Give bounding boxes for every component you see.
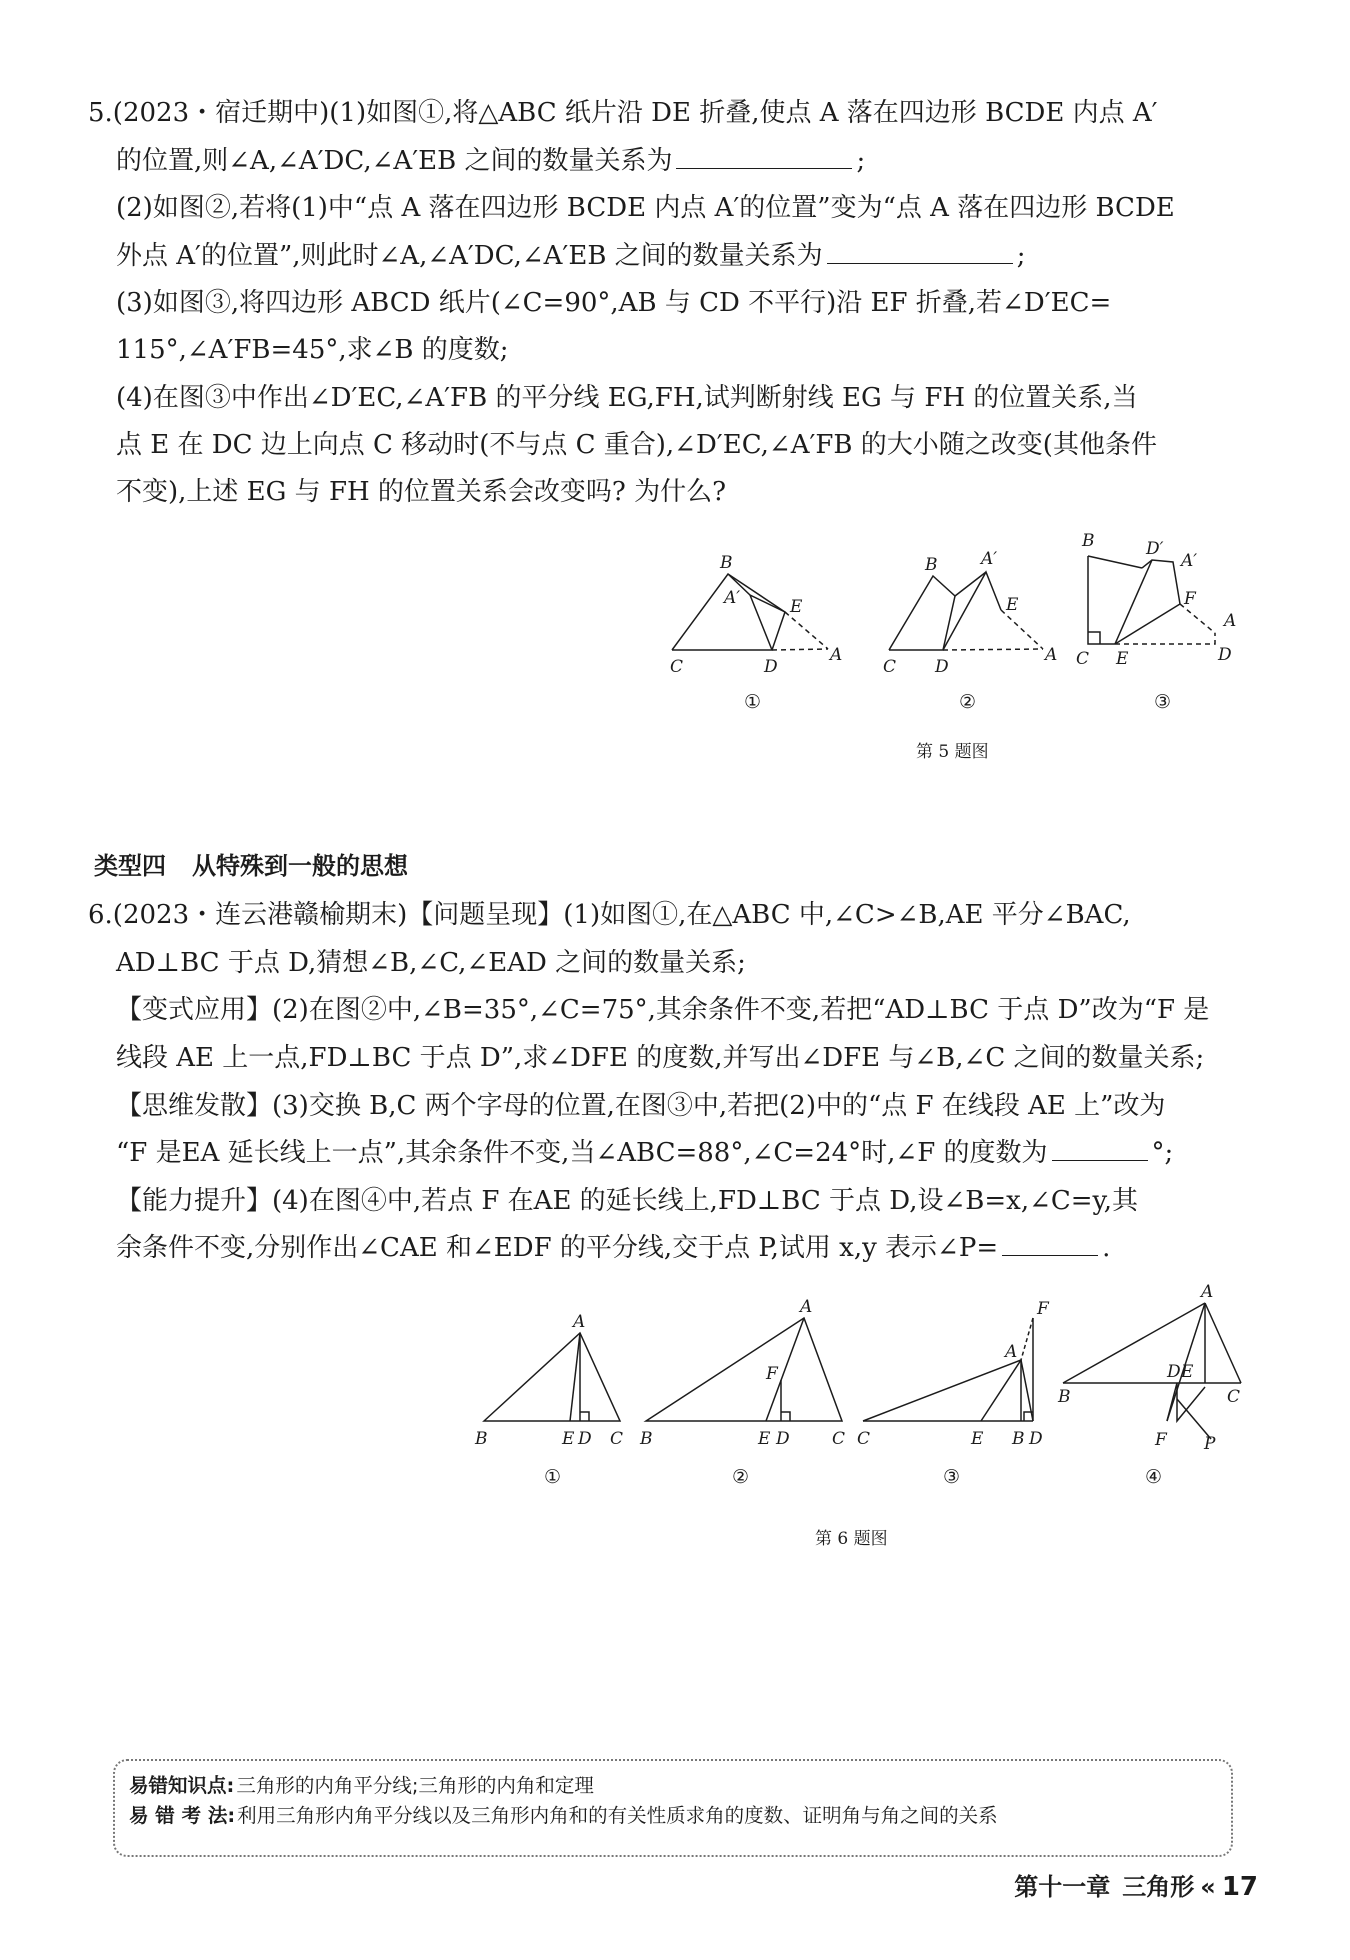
p6-f4-label-c: C [1227,1387,1241,1407]
answer-blank-2[interactable] [827,237,1013,264]
p6-line-4: 线段 AE 上一点,FD⊥BC 于点 D”,求∠DFE 的度数,并写出∠DFE 与∠B,∠C 之间的数量关系; [116,1043,1205,1073]
tip-method [129,1801,1215,1831]
p6-f2-label-e: E [758,1429,771,1449]
tip-knowledge [129,1771,1215,1801]
p6-f1-number: ① [544,1466,562,1488]
section-text: 从特殊到一般的思想 [192,852,408,880]
p5-figure-1 [660,550,860,720]
p5-figure-caption: 第 5 题图 [916,742,989,762]
p6-line-8-text: 余条件不变,分别作出∠CAE 和∠EDF 的平分线,交于点 P,试用 x,y 表示∠P= [116,1233,999,1263]
p6-f1-label-c: C [610,1429,624,1449]
p5-f2-number: ② [959,691,977,713]
p5-f1-label-d: D [764,657,778,677]
p5-line-2 [116,141,865,181]
p5-f2-label-e: E [1006,595,1019,615]
footer-arrow-icon: « [1200,1873,1216,1901]
p6-f2-label-f: F [766,1364,778,1384]
p5-line-5: (3)如图③,将四边形 ABCD 纸片(∠C=90°,AB 与 CD 不平行)沿 EF 折叠,若∠D′EC= [116,288,1112,318]
p5-f1-label-a-prime: A′ [724,588,741,608]
p6-f1-label-b: B [475,1429,488,1449]
p5-f3-label-b: B [1082,531,1095,551]
p6-f3-label-c: C [857,1429,871,1449]
p5-figure-3 [1070,528,1260,718]
p5-f3-label-d: D [1218,645,1232,665]
p5-line-4-end: ; [1016,241,1026,271]
p6-f2-label-d: D [776,1429,790,1449]
p6-figure-1 [470,1305,640,1490]
p6-line-7: 【能力提升】(4)在图④中,若点 F 在AE 的延长线上,FD⊥BC 于点 D,设∠B=x,∠C=y,其 [116,1186,1139,1216]
tip-method-text: 利用三角形内角平分线以及三角形内角和的有关性质求角的度数、证明角与角之间的关系 [237,1804,998,1827]
p5-f2-label-a-prime: A′ [981,549,998,569]
error-tips-box [113,1759,1233,1857]
p6-f3-number: ③ [943,1466,961,1488]
p6-f3-label-d: D [1029,1429,1043,1449]
p5-f1-label-e: E [790,597,803,617]
p5-line-2-end: ; [856,146,866,176]
tip-knowledge-text: 三角形的内角平分线;三角形的内角和定理 [236,1774,594,1797]
p5-f3-label-c: C [1076,649,1090,669]
p5-f1-label-c: C [670,657,684,677]
p6-f4-number: ④ [1145,1466,1163,1488]
p6-f3-label-e: E [971,1429,984,1449]
p5-line-2-text: 的位置,则∠A,∠A′DC,∠A′EB 之间的数量关系为 [116,146,673,176]
p6-f2-label-a: A [800,1297,813,1317]
p6-f4-label-f: F [1155,1430,1167,1450]
answer-blank-1[interactable] [676,142,852,169]
p6-f4-label-p: P [1204,1434,1216,1454]
p6-line-3: 【变式应用】(2)在图②中,∠B=35°,∠C=75°,其余条件不变,若把“AD⊥BC 于点 D”改为“F 是 [116,995,1210,1025]
page-footer [1014,1867,1258,1902]
p6-f3-label-f: F [1037,1299,1049,1319]
section-label: 类型四 [94,852,166,880]
footer-chapter: 第十一章 [1014,1873,1111,1901]
p5-line-8: 点 E 在 DC 边上向点 C 移动时(不与点 C 重合),∠D′EC,∠A′FB 的大小随之改变(其他条件 [116,430,1157,460]
p6-line-6 [116,1133,1173,1173]
p5-f3-label-f: F [1184,589,1196,609]
p6-f1-label-a: A [573,1312,586,1332]
page-number: 17 [1221,1872,1258,1902]
answer-blank-4[interactable] [1002,1229,1098,1256]
p6-f1-label-d: D [578,1429,592,1449]
p6-f2-label-b: B [640,1429,653,1449]
p5-f1-label-a: A [830,645,843,665]
p6-f4-label-d: D [1167,1362,1181,1382]
p6-f2-number: ② [732,1466,750,1488]
p5-f3-label-d-prime: D′ [1146,539,1164,559]
tip-knowledge-label: 易错知识点: [129,1774,235,1797]
p6-figure-3 [855,1290,1075,1490]
p6-line-2: AD⊥BC 于点 D,猜想∠B,∠C,∠EAD 之间的数量关系; [116,948,746,978]
p5-f3-label-a-prime: A′ [1181,551,1198,571]
p5-f3-label-e: E [1116,649,1129,669]
p5-f2-label-a: A [1045,645,1058,665]
p6-line-1: 6.(2023・连云港赣榆期末)【问题呈现】(1)如图①,在△ABC 中,∠C>∠B,AE 平分∠BAC, [88,900,1131,930]
p5-f2-label-c: C [883,657,897,677]
p5-line-4-text: 外点 A′的位置”,则此时∠A,∠A′DC,∠A′EB 之间的数量关系为 [116,241,823,271]
p6-f1-label-e: E [562,1429,575,1449]
p5-line-3: (2)如图②,若将(1)中“点 A 落在四边形 BCDE 内点 A′的位置”变为“点 A 落在四边形 BCDE [116,193,1175,223]
p6-f2-label-c: C [832,1429,846,1449]
p6-figure-caption: 第 6 题图 [815,1529,888,1549]
p5-f1-number: ① [744,691,762,713]
p6-f4-label-e: E [1181,1362,1194,1382]
p6-line-8-end: . [1102,1233,1111,1263]
p5-f3-label-a: A [1224,611,1237,631]
p5-f3-number: ③ [1154,691,1172,713]
footer-title: 三角形 [1122,1873,1195,1901]
p6-line-5: 【思维发散】(3)交换 B,C 两个字母的位置,在图③中,若把(2)中的“点 F 在线段 AE 上”改为 [116,1091,1166,1121]
p5-line-9: 不变),上述 EG 与 FH 的位置关系会改变吗? 为什么? [116,477,727,507]
answer-blank-3[interactable] [1052,1134,1148,1161]
p5-figure-2 [873,550,1073,720]
p6-figure-2 [640,1290,860,1490]
section-title [94,846,434,881]
tip-method-label: 易 错 考 法: [129,1804,236,1827]
p5-line-1: 5.(2023・宿迁期中)(1)如图①,将△ABC 纸片沿 DE 折叠,使点 A 落在四边形 BCDE 内点 A′ [88,98,1158,128]
p6-line-8 [116,1228,1110,1268]
p6-f3-label-a: A [1005,1342,1018,1362]
p5-f2-label-d: D [935,657,949,677]
p6-line-6-end: °; [1151,1138,1174,1168]
p6-figure-4 [1055,1275,1255,1490]
p6-f4-label-a: A [1201,1282,1214,1302]
p6-f4-label-b: B [1058,1387,1071,1407]
p6-f3-label-b: B [1012,1429,1025,1449]
p5-f1-label-b: B [720,553,733,573]
p5-line-4 [116,236,1025,276]
p5-line-6: 115°,∠A′FB=45°,求∠B 的度数; [116,335,509,365]
p5-f2-label-b: B [925,555,938,575]
p6-line-6-text: “F 是EA 延长线上一点”,其余条件不变,当∠ABC=88°,∠C=24°时,∠F 的度数为 [116,1138,1048,1168]
p5-line-7: (4)在图③中作出∠D′EC,∠A′FB 的平分线 EG,FH,试判断射线 EG 与 FH 的位置关系,当 [116,383,1138,413]
